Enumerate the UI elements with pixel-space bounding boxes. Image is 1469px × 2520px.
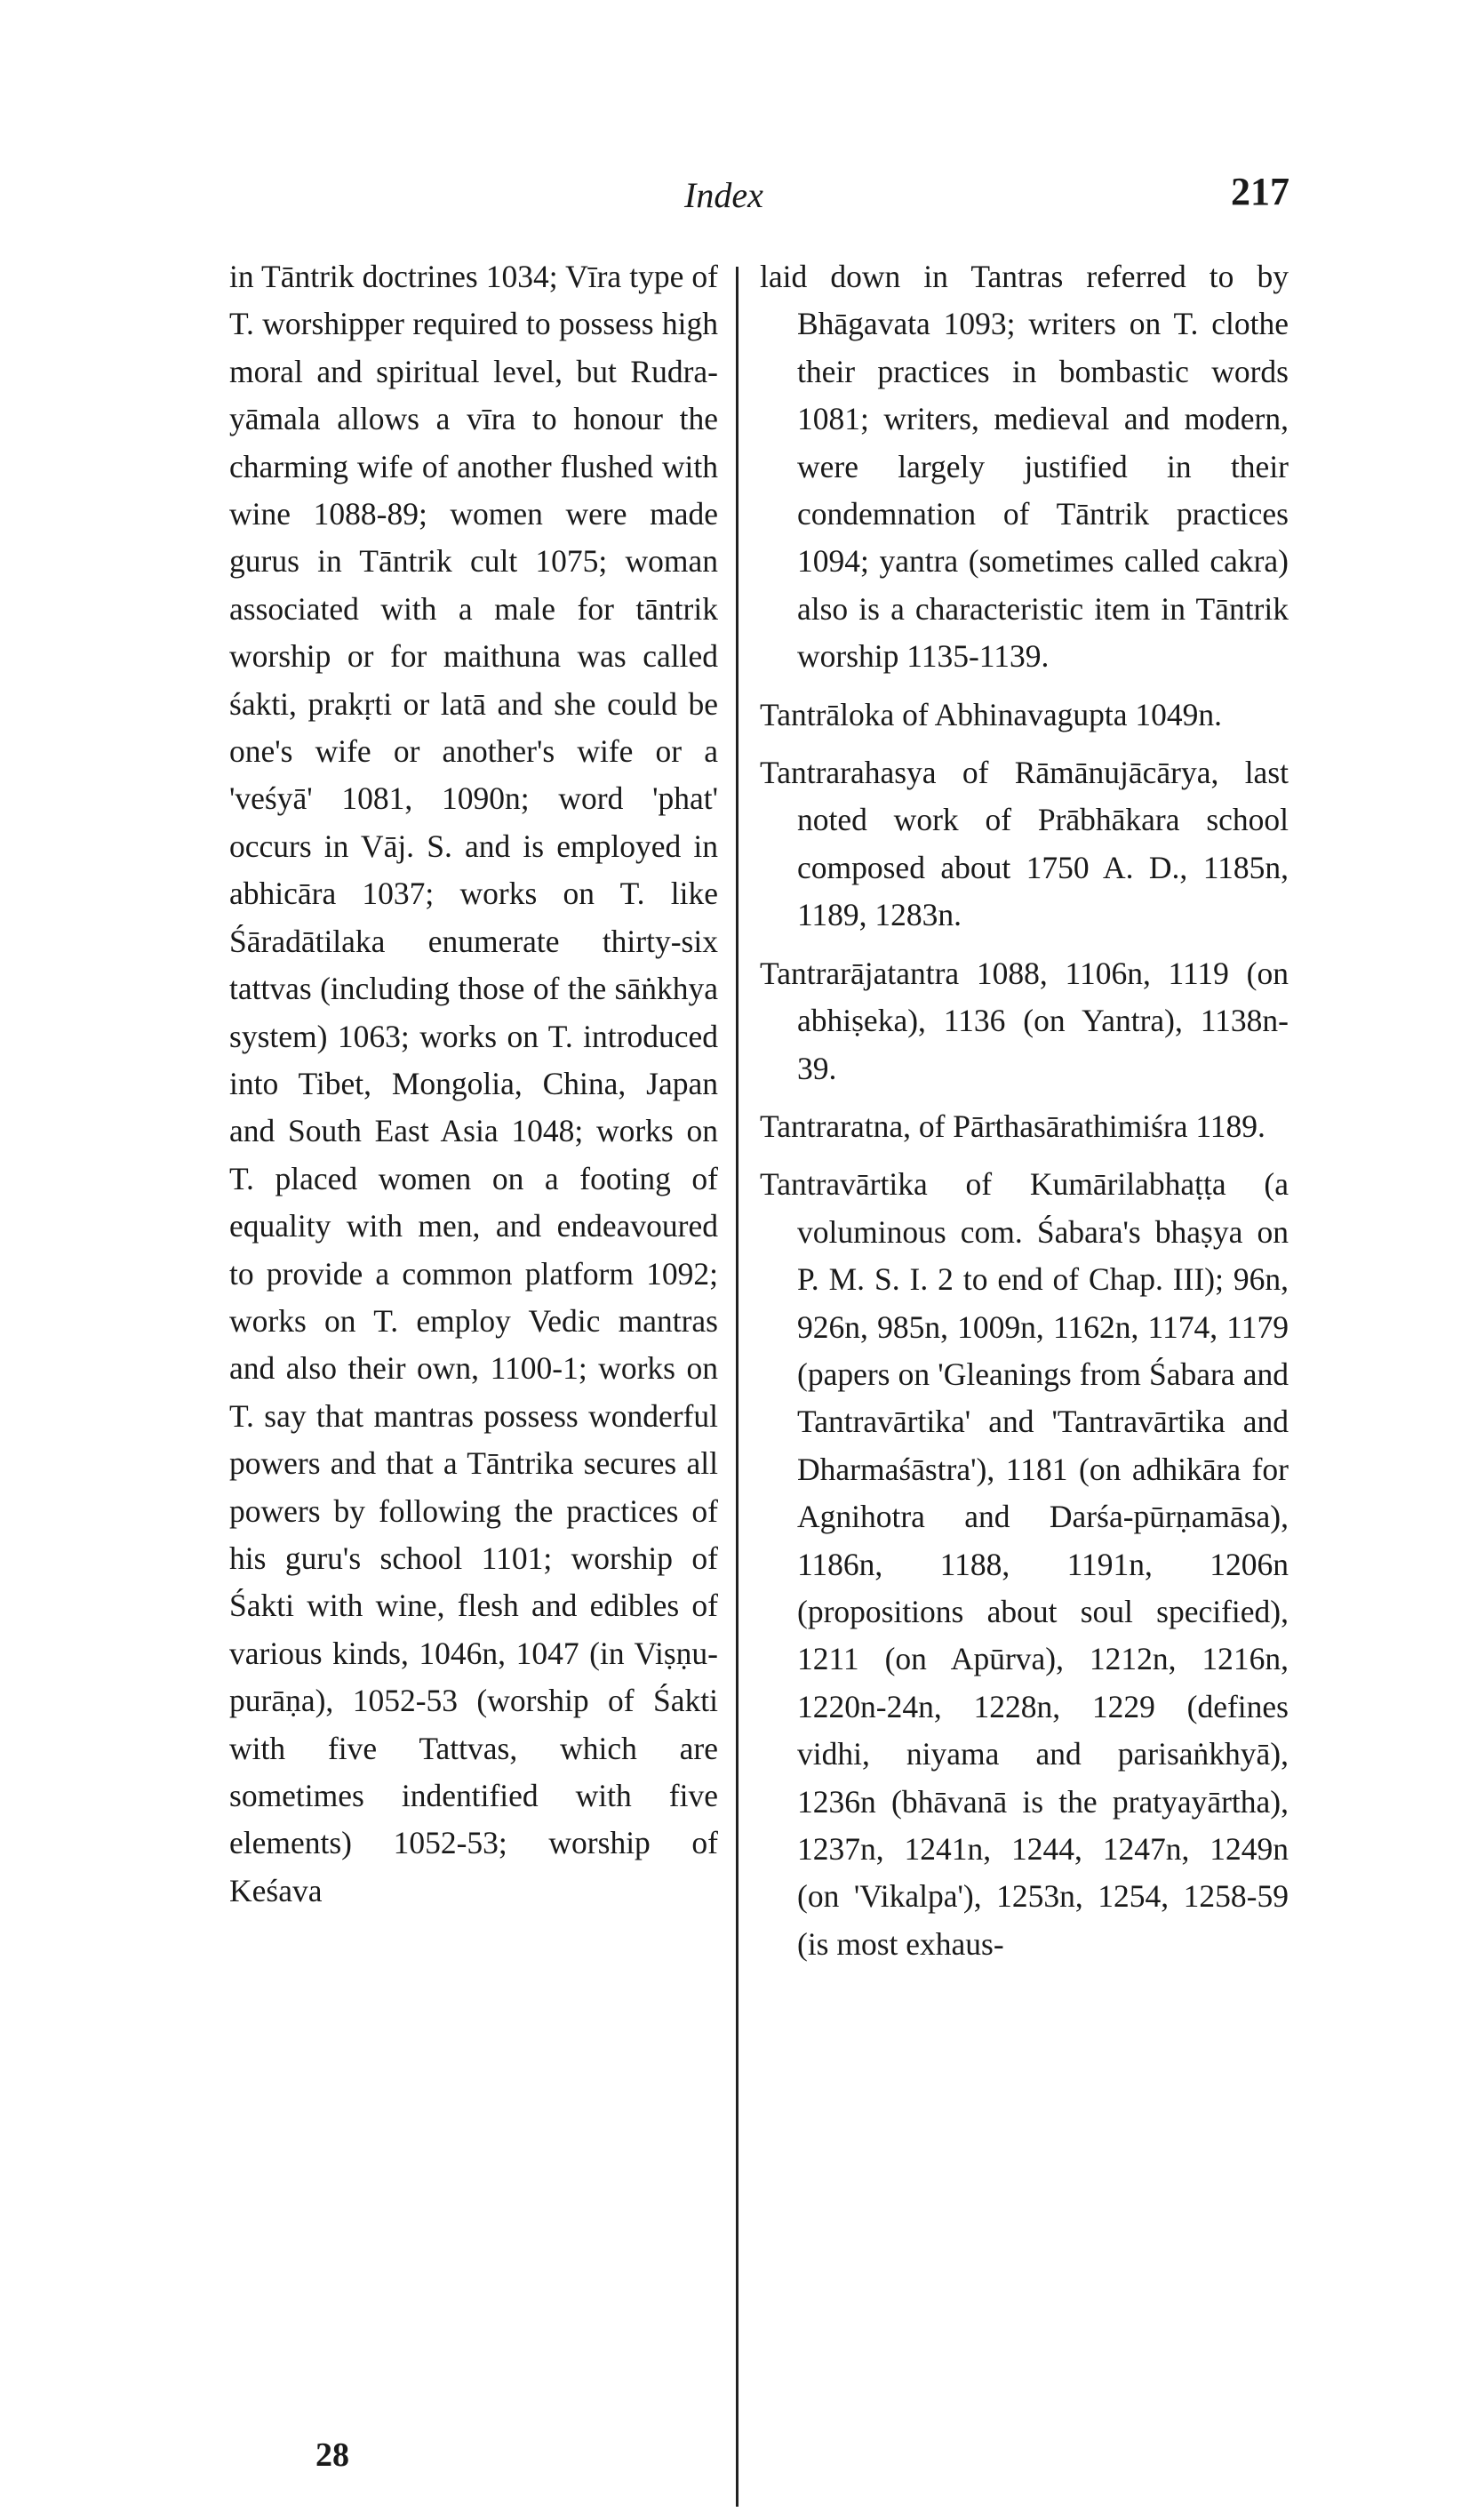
- index-entry: Tantrāloka of Abhinavagupta 1049n.: [760, 696, 1223, 732]
- index-entry: Tantravārtika of Kumārilabhaṭṭa (a voluminous com. Śabara's bhaṣya on P. M. S. I. 2 to end of Chap. III); 96n, 926n, 985n, 1009n, 1162n, 1174, 1179 (papers on 'Gleanings from Śabara and Tantravārtika' and 'Tantravārtika and Dharmaśāstra'), 1181 (on adhikāra for Agnihotra and Darśa-pūrṇamāsa), 1186n, 1188, 1191n, 1206n (propositions about soul specified), 1211 (on Apūrva), 1212n, 1216n, 1220n-24n, 1228n, 1229 (defines vidhi, niyama and parisaṅkhyā), 1236n (bhāvanā is the pratyayārtha), 1237n, 1241n, 1244, 1247n, 1249n (on 'Vikalpa'), 1253n, 1254, 1258-59 (is most exhaus-: [760, 1166, 1289, 1962]
- index-entry: Tantraratna, of Pārthasārathimiśra 1189.: [760, 1108, 1265, 1144]
- column-divider: [736, 267, 738, 2507]
- index-entry: Tantrarahasya of Rāmānujācārya, last noted work of Prābhākara school composed about 1750 A. D., 1185n, 1189, 1283n.: [760, 755, 1289, 933]
- running-head-title: Index: [684, 175, 763, 215]
- right-column: [760, 253, 1289, 1979]
- page-number: 217: [1231, 170, 1289, 213]
- index-entry: Tantrarājatantra 1088, 1106n, 1119 (on abhiṣeka), 1136 (on Yantra), 1138n-39.: [760, 955, 1289, 1086]
- signature-mark: 28: [315, 2436, 349, 2474]
- left-column-text: in Tāntrik doctrines 1034; Vīra type of T. worshipper required to possess high moral and spiritual level, but Rudra-yāmala allows a vīra to honour the charming wife of another flushed with wine 1088-89; women were made gurus in Tāntrik cult 1075; woman associated with a male for tāntrik worship or for maithuna was called śakti, prakṛti or latā and she could be one's wife or another's wife or a 'veśyā' 1081, 1090n; word 'phat' occurs in Vāj. S. and is employed in abhicāra 1037; works on T. like Śāradātilaka enumerate thirty-six tattvas (including those of the sāṅkhya system) 1063; works on T. introduced into Tibet, Mongolia, China, Japan and South East Asia 1048; works on T. placed women on a footing of equality with men, and endeavoured to provide a common platform 1092; works on T. employ Vedic mantras and also their own, 1100-1; works on T. say that mantras possess wonderful powers and that a Tāntrika secures all powers by following the practices of his guru's school 1101; worship of Śakti with wine, flesh and edibles of various kinds, 1046n, 1047 (in Viṣṇu-purāṇa), 1052-53 (worship of Śakti with five Tattvas, which are sometimes indentified with five elements) 1052-53; worship of Keśava: [229, 259, 718, 1908]
- left-column: [229, 253, 718, 1915]
- index-entry: laid down in Tantras referred to by Bhāgavata 1093; writers on T. clothe their practices in bombastic words 1081; writers, medieval and modern, were largely justified in their condemnation of Tāntrik practices 1094; yantra (sometimes called cakra) also is a characteristic item in Tāntrik worship 1135-1139.: [760, 259, 1289, 675]
